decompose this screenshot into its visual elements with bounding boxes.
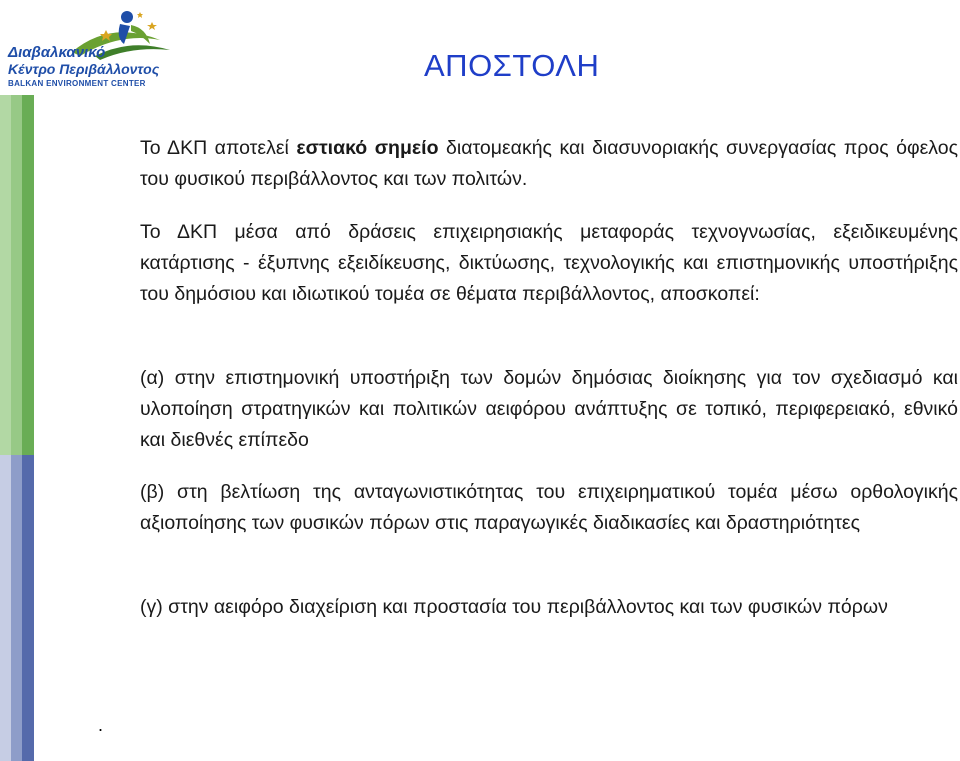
paragraph-activities: Το ΔΚΠ μέσα από δράσεις επιχειρησιακής μεταφοράς τεχνογνωσίας, εξειδικευμένης κατάρτισης - έξυπνης εξειδίκευσης, δικτύωσης, τεχνολογικής και επιστημονικής υποστήριξης του δημόσιου και ιδιωτικού τομέα σε θέματα περιβάλλοντος, αποσκοπεί: (140, 221, 958, 305)
list-item-c: (γ) στην αειφόρο διαχείριση και προστασία του περιβάλλοντος και των φυσικών πόρων (140, 596, 888, 618)
paragraph-mission-emphasis: εστιακό σημείο (296, 137, 439, 159)
list-item-a: (α) στην επιστημονική υποστήριξη των δομών δημόσιας διοίκησης για τον σχεδιασμό και υλοποίηση στρατηγικών και πολιτικών αειφόρου ανάπτυξης σε τοπικό, περιφερειακό, εθνικό και διεθνές επίπεδο (140, 367, 958, 451)
logo-line-3: BALKAN ENVIRONMENT CENTER (8, 79, 146, 88)
stripe-blue-light (0, 455, 11, 761)
paragraph-mission-intro: Το ΔΚΠ αποτελεί (140, 137, 297, 159)
paragraph-mission-rest: διατομεακής και διασυνοριακής συνεργασίας προς όφελος του φυσικού περιβάλλοντος και των πολιτών. (140, 137, 958, 190)
list-item-b: (β) στη βελτίωση της ανταγωνιστικότητας του επιχειρηματικού τομέα μέσω ορθολογικής αξιοποίησης των φυσικών πόρων στις παραγωγικές διαδικασίες και δραστηριότητες (140, 481, 958, 534)
logo (0, 0, 180, 95)
slide-title: ΑΠΟΣΤΟΛΗ (424, 48, 600, 83)
stripe-blue-dark (22, 455, 34, 761)
stripe-blue-mid (11, 455, 22, 761)
paragraph-mission (140, 133, 958, 195)
footer-mark: . (98, 715, 104, 735)
logo-line-1: Διαβαλκανικό (8, 44, 106, 61)
logo-line-2: Κέντρο Περιβάλλοντος (8, 61, 160, 77)
